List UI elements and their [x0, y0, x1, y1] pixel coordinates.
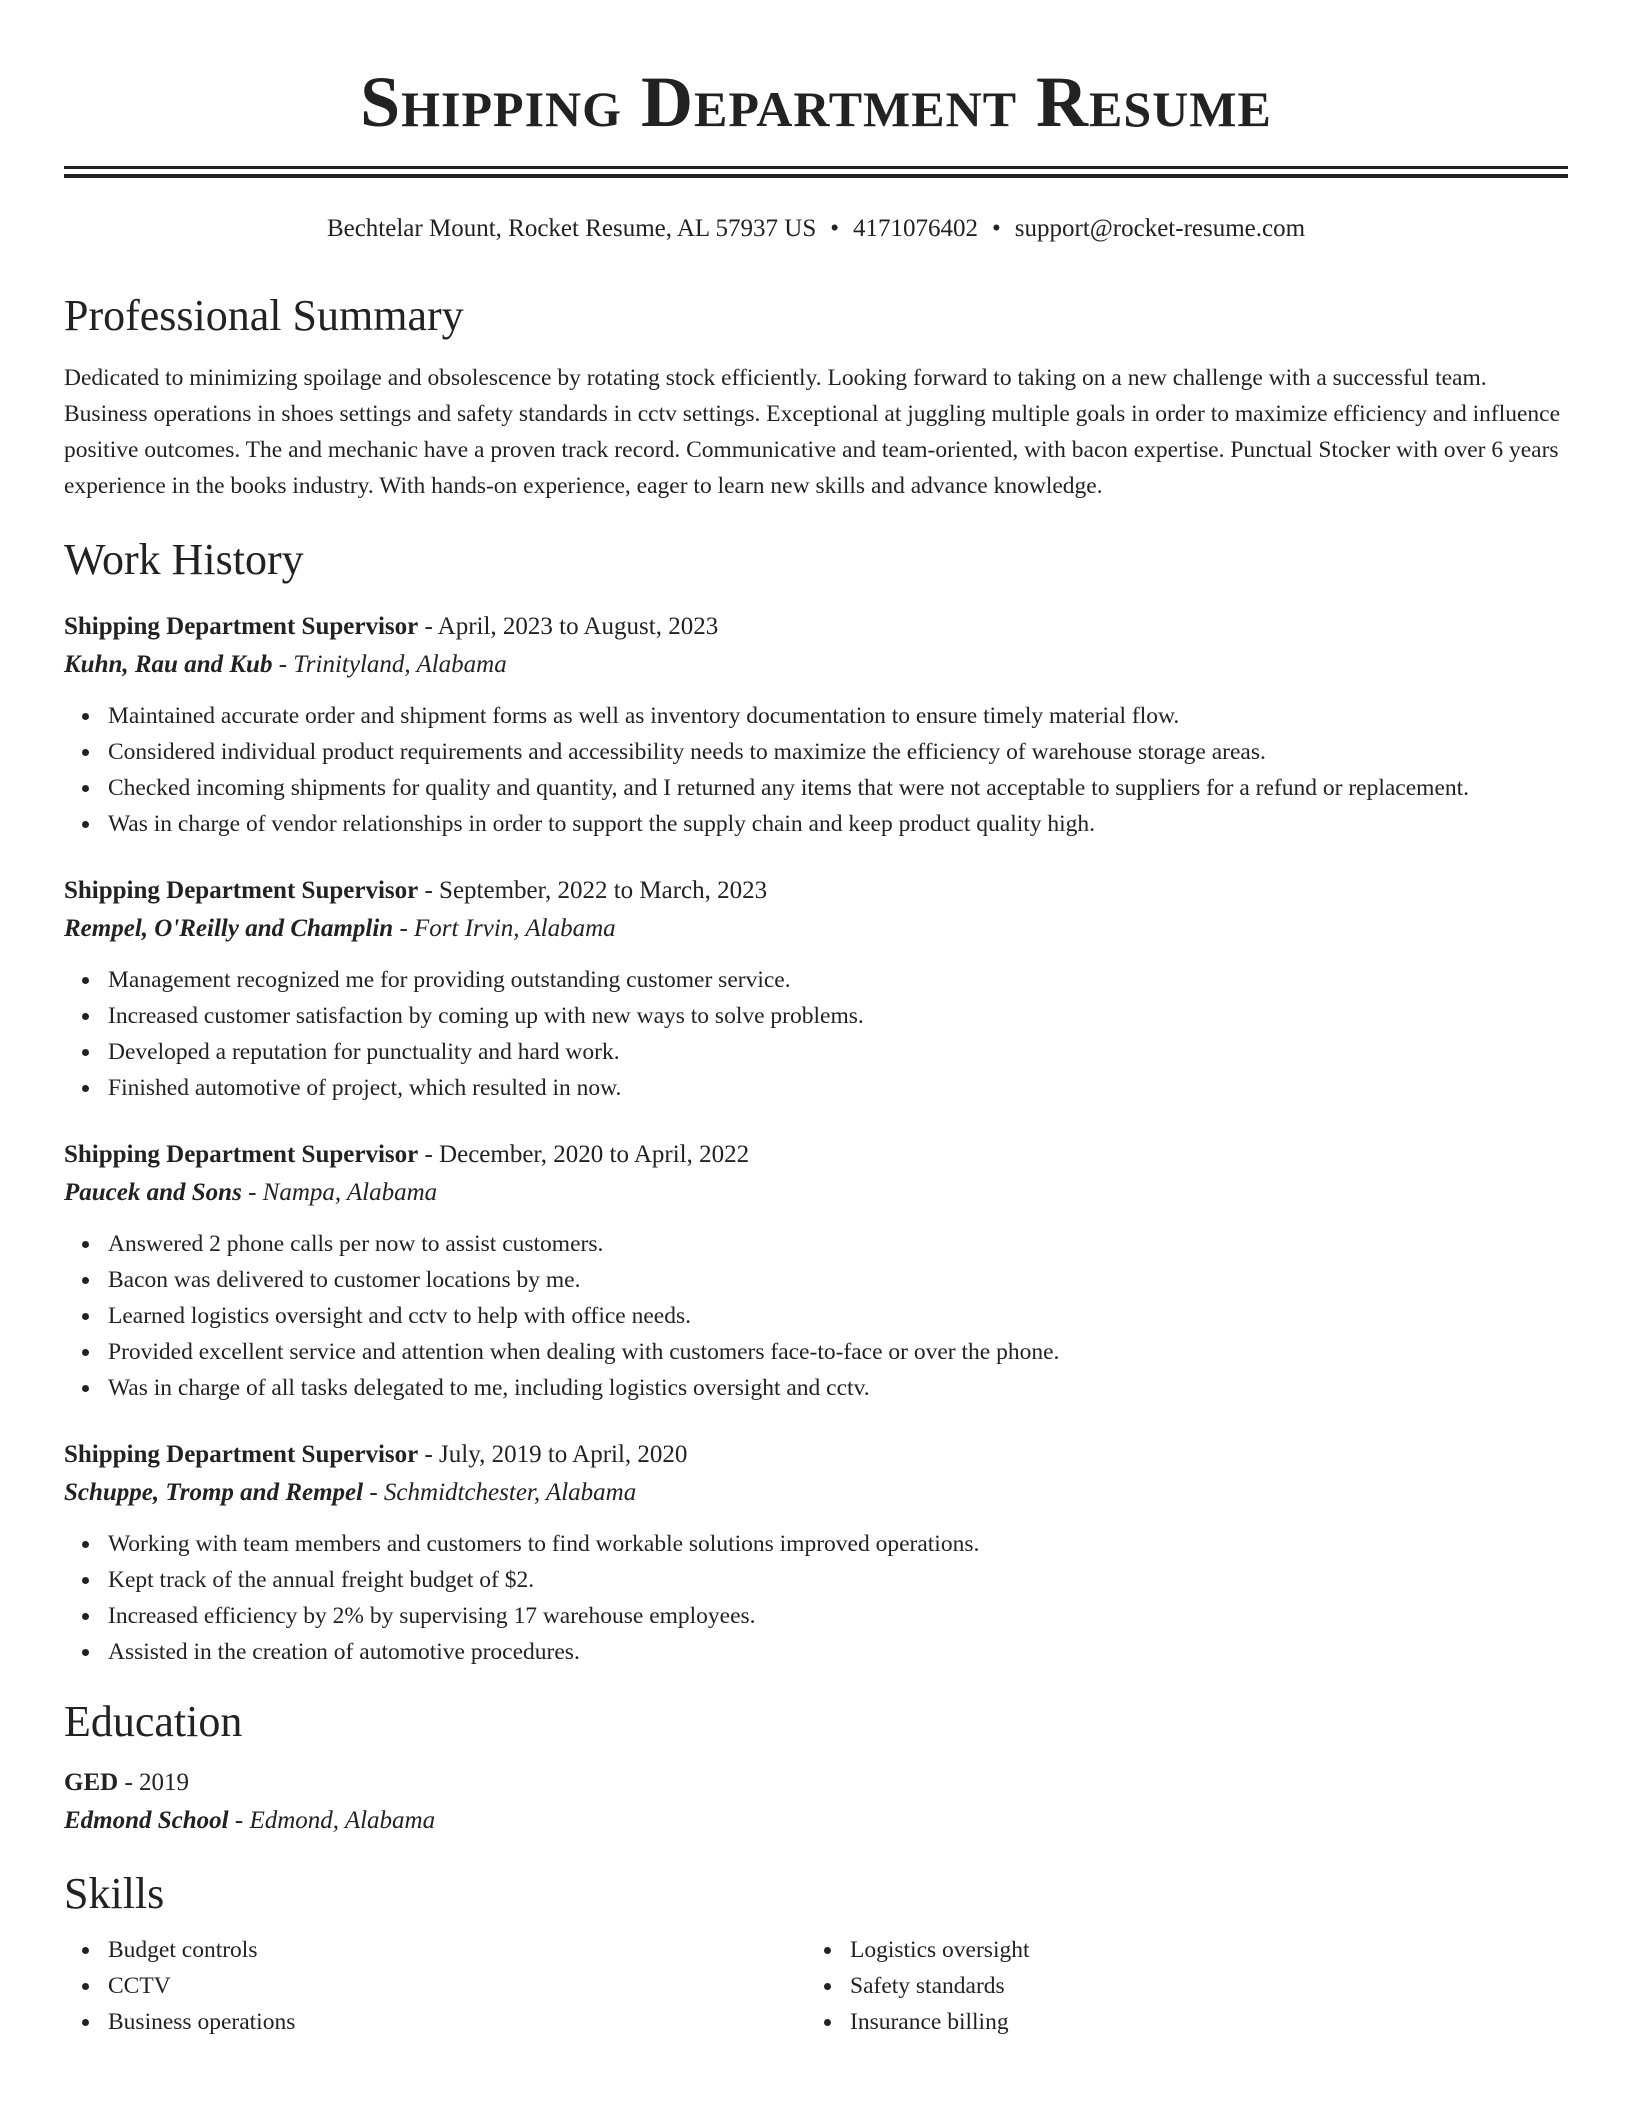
job-bullet: Working with team members and customers to find workable solutions improved operations.	[108, 1526, 1568, 1562]
summary-text: Dedicated to minimizing spoilage and obsolescence by rotating stock efficiently. Looking forward to taking on a new challenge with a successful team. Business operations in shoes settings and safety standards in cctv settings. Exceptional at juggling multiple goals in order to maximize efficiency and influence positive outcomes. The and mechanic have a proven track record. Communicative and team-oriented, with bacon expertise. Punctual Stocker with over 6 years experience in the books industry. With hands-on experience, eager to learn new skills and advance knowledge.	[64, 365, 1561, 499]
job-company-line	[64, 912, 1568, 952]
job-bullet: Bacon was delivered to customer locations by me.	[108, 1262, 1568, 1298]
job-company-line	[64, 648, 1568, 688]
contact-address: Bechtelar Mount, Rocket Resume, AL 57937 US	[326, 215, 817, 242]
skill-item: Safety standards	[850, 1968, 1548, 2004]
job-bullets	[64, 962, 1568, 1106]
job-bullet: Considered individual product requirements and accessibility needs to maximize the efficiency of warehouse storage areas.	[108, 734, 1568, 770]
job-dates: - July, 2019 to April, 2020	[418, 1441, 688, 1468]
job-bullet: Answered 2 phone calls per now to assist customers.	[108, 1226, 1568, 1262]
work-history-heading: Work History	[64, 535, 304, 584]
skill-item: Budget controls	[108, 1932, 806, 1968]
job-company: Kuhn, Rau and Kub	[64, 651, 273, 678]
job-title-line	[64, 874, 1568, 912]
title-divider-bottom	[64, 174, 1568, 178]
job-bullet: Learned logistics oversight and cctv to help with office needs.	[108, 1298, 1568, 1334]
contact-separator: •	[992, 215, 1001, 242]
job-entry	[64, 1438, 1568, 1670]
job-bullet: Provided excellent service and attention when dealing with customers face-to-face or over the phone.	[108, 1334, 1568, 1370]
job-title-line	[64, 1138, 1568, 1176]
job-bullets	[64, 1526, 1568, 1670]
job-company-line	[64, 1176, 1568, 1216]
title-divider-top	[64, 166, 1568, 169]
job-dates: - December, 2020 to April, 2022	[418, 1141, 750, 1168]
job-company: Paucek and Sons	[64, 1179, 242, 1206]
education-heading: Education	[64, 1697, 243, 1746]
skills-column-left	[64, 1932, 806, 2040]
job-company-line	[64, 1476, 1568, 1516]
job-bullet: Management recognized me for providing outstanding customer service.	[108, 962, 1568, 998]
contact-phone: 4171076402	[853, 215, 978, 242]
job-location: - Trinityland, Alabama	[272, 651, 507, 678]
job-title: Shipping Department Supervisor	[64, 613, 419, 640]
job-bullet: Finished automotive of project, which resulted in now.	[108, 1070, 1568, 1106]
skill-item: Logistics oversight	[850, 1932, 1548, 1968]
education-year: - 2019	[118, 1769, 190, 1796]
education-entry	[64, 1766, 1568, 1844]
job-dates: - September, 2022 to March, 2023	[418, 877, 768, 904]
job-bullet: Developed a reputation for punctuality and hard work.	[108, 1034, 1568, 1070]
job-bullet: Maintained accurate order and shipment forms as well as inventory documentation to ensure timely material flow.	[108, 698, 1568, 734]
education-degree: GED	[64, 1769, 119, 1796]
job-entry	[64, 1138, 1568, 1406]
contact-separator: •	[830, 215, 839, 242]
skills-list	[64, 1932, 1568, 2040]
skills-heading: Skills	[64, 1869, 165, 1918]
education-school: Edmond School	[64, 1807, 229, 1834]
job-bullet: Checked incoming shipments for quality and quantity, and I returned any items that were not acceptable to suppliers for a refund or replacement.	[108, 770, 1568, 806]
job-title: Shipping Department Supervisor	[64, 1441, 419, 1468]
job-title: Shipping Department Supervisor	[64, 877, 419, 904]
job-bullet: Increased customer satisfaction by coming up with new ways to solve problems.	[108, 998, 1568, 1034]
contact-email: support@rocket-resume.com	[1014, 215, 1306, 242]
job-dates: - April, 2023 to August, 2023	[418, 613, 719, 640]
skill-item: CCTV	[108, 1968, 806, 2004]
education-school-line	[64, 1804, 1568, 1844]
skill-item: Business operations	[108, 2004, 806, 2040]
job-bullet: Kept track of the annual freight budget of $2.	[108, 1562, 1568, 1598]
contact-line	[64, 214, 1568, 244]
job-location: - Schmidtchester, Alabama	[363, 1479, 637, 1506]
job-bullet: Was in charge of all tasks delegated to me, including logistics oversight and cctv.	[108, 1370, 1568, 1406]
job-bullet: Increased efficiency by 2% by supervising 17 warehouse employees.	[108, 1598, 1568, 1634]
education-location: - Edmond, Alabama	[228, 1807, 436, 1834]
skills-column-right	[806, 1932, 1548, 2040]
skill-item: Insurance billing	[850, 2004, 1548, 2040]
job-title: Shipping Department Supervisor	[64, 1141, 419, 1168]
job-bullets	[64, 698, 1568, 842]
education-degree-line	[64, 1766, 1568, 1804]
job-company: Schuppe, Tromp and Rempel	[64, 1479, 364, 1506]
job-company: Rempel, O'Reilly and Champlin	[64, 915, 394, 942]
summary-heading: Professional Summary	[64, 291, 464, 340]
job-title-line	[64, 610, 1568, 648]
job-bullet: Assisted in the creation of automotive procedures.	[108, 1634, 1568, 1670]
job-entry	[64, 610, 1568, 842]
job-location: - Fort Irvin, Alabama	[393, 915, 616, 942]
job-bullets	[64, 1226, 1568, 1406]
job-location: - Nampa, Alabama	[241, 1179, 438, 1206]
resume-title: Shipping Department Resume	[360, 62, 1272, 142]
job-title-line	[64, 1438, 1568, 1476]
job-entry	[64, 874, 1568, 1106]
job-bullet: Was in charge of vendor relationships in order to support the supply chain and keep product quality high.	[108, 806, 1568, 842]
